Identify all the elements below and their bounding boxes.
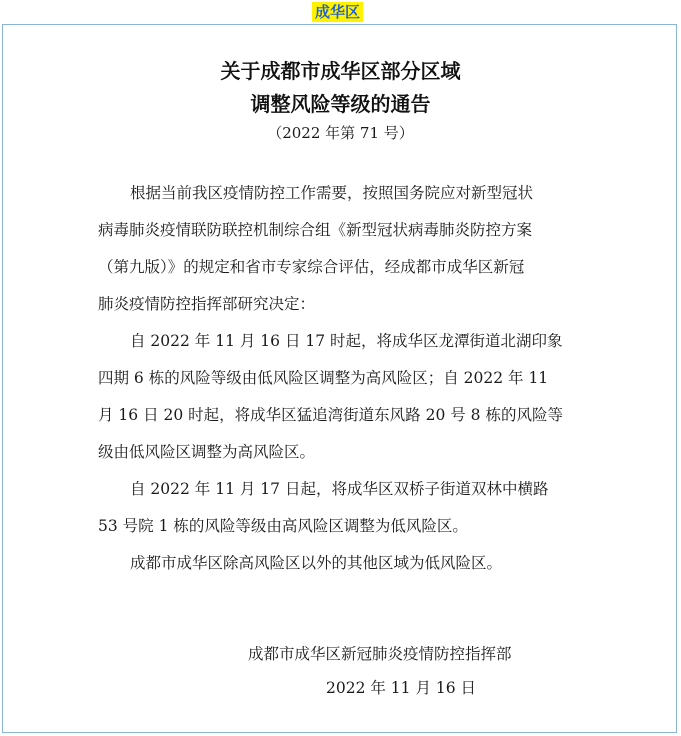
notice-title-line-1: 关于成都市成华区部分区域 <box>220 59 461 83</box>
body-line: 自 2022 年 11 月 16 日 17 时起，将成华区龙潭街道北湖印象 <box>130 332 563 350</box>
body-line: 病毒肺炎疫情联防联控机制综合组《新型冠状病毒肺炎防控方案 <box>98 221 533 239</box>
body-line: 四期 6 栋的风险等级由低风险区调整为高风险区；自 2022 年 11 <box>98 369 549 387</box>
notice-title-line-2: 调整风险等级的通告 <box>250 92 431 116</box>
body-line: 级由低风险区调整为高风险区。 <box>98 443 316 461</box>
body-line: 月 16 日 20 时起，将成华区猛追湾街道东风路 20 号 8 栋的风险等 <box>98 406 563 424</box>
body-line: 53 号院 1 栋的风险等级由高风险区调整为低风险区。 <box>98 517 468 535</box>
body-line: 成都市成华区除高风险区以外的其他区域为低风险区。 <box>130 554 503 572</box>
body-line: 根据当前我区疫情防控工作需要，按照国务院应对新型冠状 <box>130 184 534 202</box>
document-number: （2022 年第 71 号） <box>267 124 414 142</box>
signature-organization: 成都市成华区新冠肺炎疫情防控指挥部 <box>248 645 512 663</box>
body-line: （第九版）》的规定和省市专家综合评估，经成都市成华区新冠 <box>98 258 525 276</box>
signature-date: 2022 年 11 月 16 日 <box>326 679 477 697</box>
body-line: 肺炎疫情防控指挥部研究决定： <box>98 295 316 313</box>
body-line: 自 2022 年 11 月 17 日起，将成华区双桥子街道双林中横路 <box>130 480 549 498</box>
district-tag: 成华区 <box>312 2 363 22</box>
